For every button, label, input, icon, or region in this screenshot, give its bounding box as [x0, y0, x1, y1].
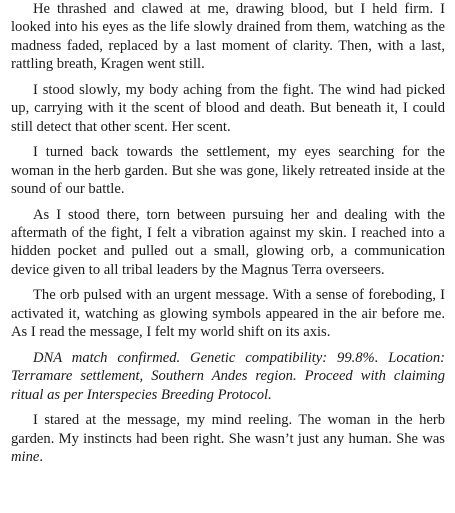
emphasis-mine: mine: [11, 449, 40, 466]
paragraph-text-after: .: [39, 449, 44, 466]
paragraph-woman-gone: I turned back towards the settlement, my eyes searching for the woman in the herb garden. But she was gone, likely retreated inside at the sound of our battle.: [11, 144, 445, 198]
paragraph-dna-message: DNA match confirmed. Genetic compatibility: 99.8%. Location: Terramare settlement, Southern Andes region. Proceed with claiming ritual as per Interspecies Breeding Protocol.: [11, 349, 445, 403]
paragraph-glowing-orb: As I stood there, torn between pursuing her and dealing with the aftermath of the fight, I felt a vibration against my skin. I reached into a hidden pocket and pulled out a small, glowing orb, a communication device given to all tribal leaders by the Magnus Terra overseers.: [11, 206, 445, 278]
paragraph-text-before: I stared at the message, my mind reeling. The woman in the herb garden. My instincts had been right. She wasn’t just any human. She was: [11, 412, 445, 447]
paragraph-kragen-death: He thrashed and clawed at me, drawing blood, but I held firm. I looked into his eyes as the life slowly drained from them, watching as the madness faded, replaced by a last moment of clarity. Then, with a last, rattling breath, Kragen went still.: [11, 1, 445, 73]
paragraph-she-was-mine: [11, 411, 445, 466]
book-page: [11, 0, 445, 474]
paragraph-her-scent: I stood slowly, my body aching from the fight. The wind had picked up, carrying with it the scent of blood and death. But beneath it, I could still detect that other scent. Her scent.: [11, 81, 445, 135]
paragraph-urgent-message: The orb pulsed with an urgent message. With a sense of foreboding, I activated it, watching as glowing symbols appeared in the air before me. As I read the message, I felt my world shift on its axis.: [11, 287, 445, 341]
